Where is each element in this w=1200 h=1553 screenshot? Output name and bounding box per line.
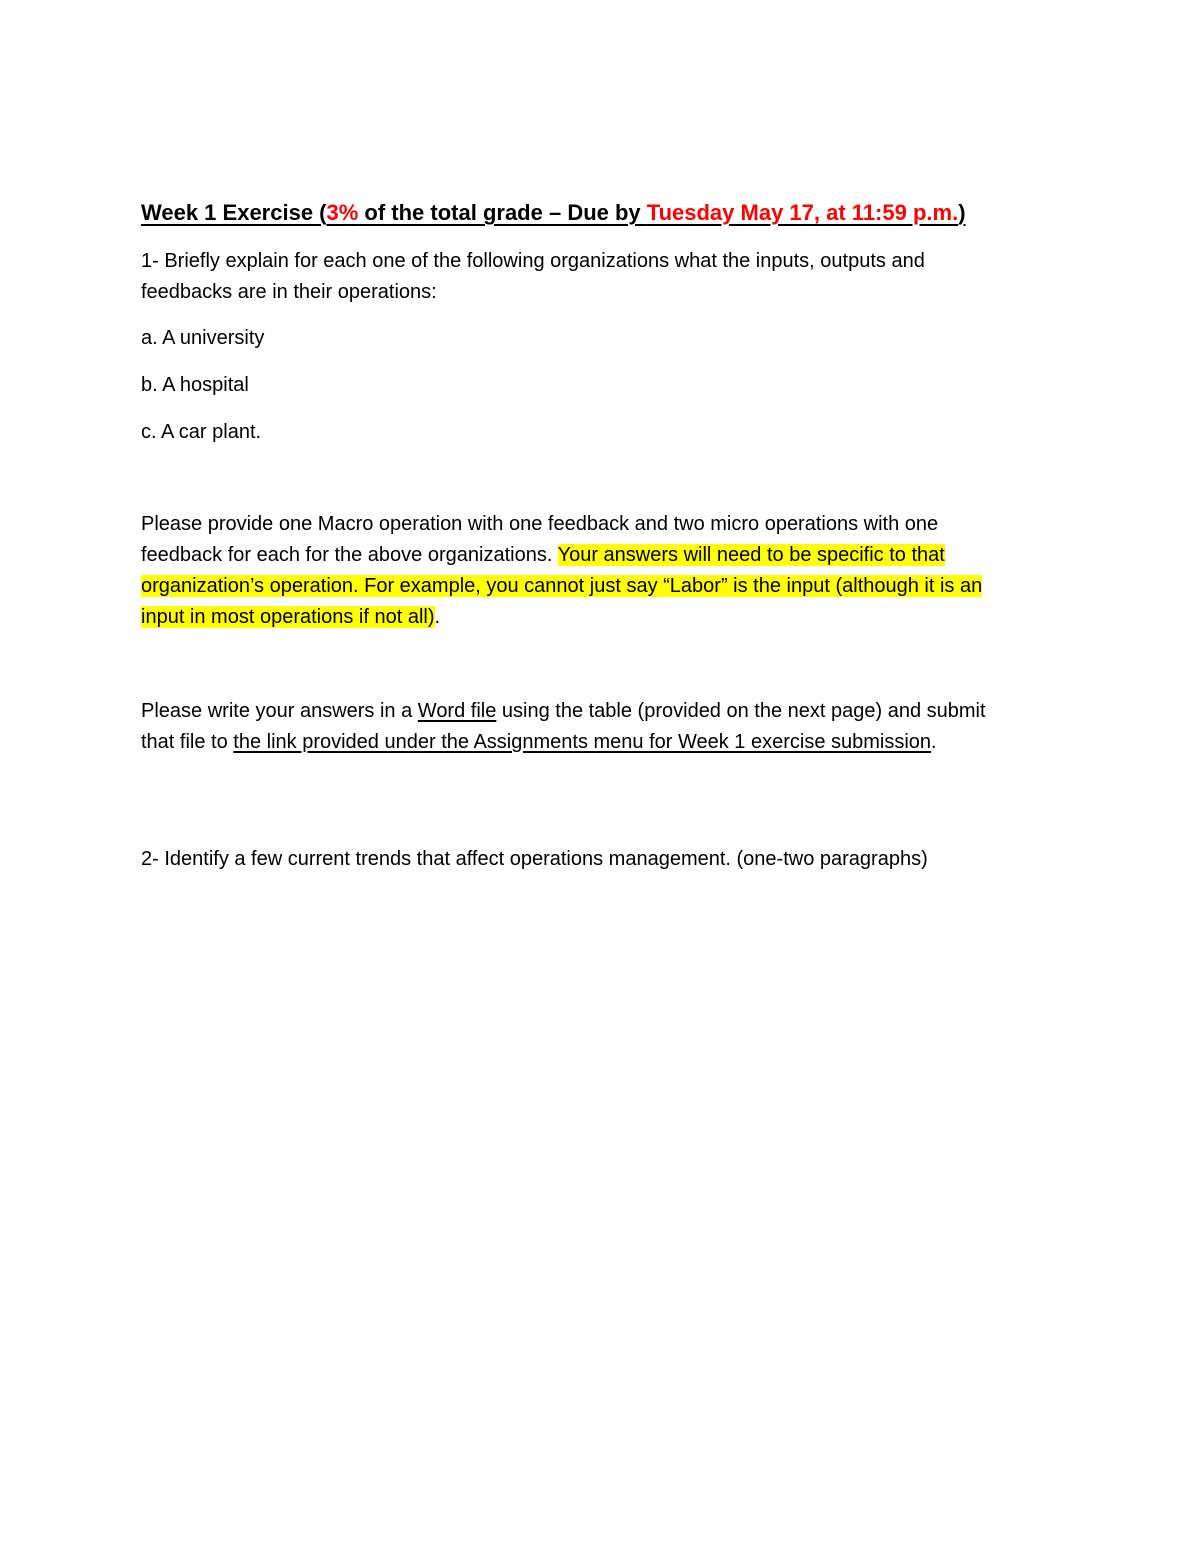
title-percentage: 3% bbox=[326, 200, 359, 225]
question-1-line-2: feedbacks are in their operations: bbox=[141, 281, 437, 303]
instructions-line-3 bbox=[141, 571, 1071, 602]
instructions-line-2-plain: feedback for each for the above organizations. bbox=[141, 544, 558, 566]
question-2: 2- Identify a few current trends that affect operations management. (one-two paragraphs) bbox=[141, 848, 928, 870]
title-due-date: Tuesday May 17, at 11:59 p.m. bbox=[646, 200, 959, 225]
submission-paragraph bbox=[141, 696, 1071, 758]
instructions-line-1: Please provide one Macro operation with one feedback and two micro operations with one bbox=[141, 513, 939, 535]
instructions-line-4 bbox=[141, 602, 1071, 633]
title-part2: of the total grade – Due by bbox=[358, 200, 647, 225]
word-file-text: Word file bbox=[417, 700, 497, 722]
instructions-line-2 bbox=[141, 540, 1071, 571]
title-part3: ) bbox=[958, 200, 966, 225]
submission-line-2 bbox=[141, 727, 1071, 758]
submission-line-1-end: using the table (provided on the next page) and submit bbox=[496, 700, 986, 722]
highlighted-text-1: Your answers will need to be specific to that bbox=[557, 544, 945, 566]
page-title bbox=[141, 197, 1071, 229]
instructions-paragraph bbox=[141, 509, 1071, 633]
submission-line-2-start: that file to bbox=[141, 731, 234, 753]
list-item-hospital: b. A hospital bbox=[141, 374, 249, 396]
title-part1: Week 1 Exercise ( bbox=[141, 200, 327, 225]
question-1-line-1: 1- Briefly explain for each one of the following organizations what the inputs, outputs and bbox=[141, 250, 925, 272]
submission-line-1-start: Please write your answers in a bbox=[141, 700, 418, 722]
highlighted-text-3: input in most operations if not all) bbox=[141, 606, 435, 628]
highlighted-text-2: organization’s operation. For example, you cannot just say “Labor” is the input (although it is an bbox=[141, 575, 983, 597]
question-1 bbox=[141, 246, 1071, 308]
list-item-university: a. A university bbox=[141, 327, 265, 349]
submission-link-text: the link provided under the Assignments menu for Week 1 exercise submission bbox=[233, 731, 932, 753]
submission-line-2-end: . bbox=[931, 731, 937, 753]
instructions-line-4-end: . bbox=[434, 606, 441, 628]
list-item-car-plant: c. A car plant. bbox=[141, 421, 262, 443]
submission-line-1 bbox=[141, 696, 1071, 727]
